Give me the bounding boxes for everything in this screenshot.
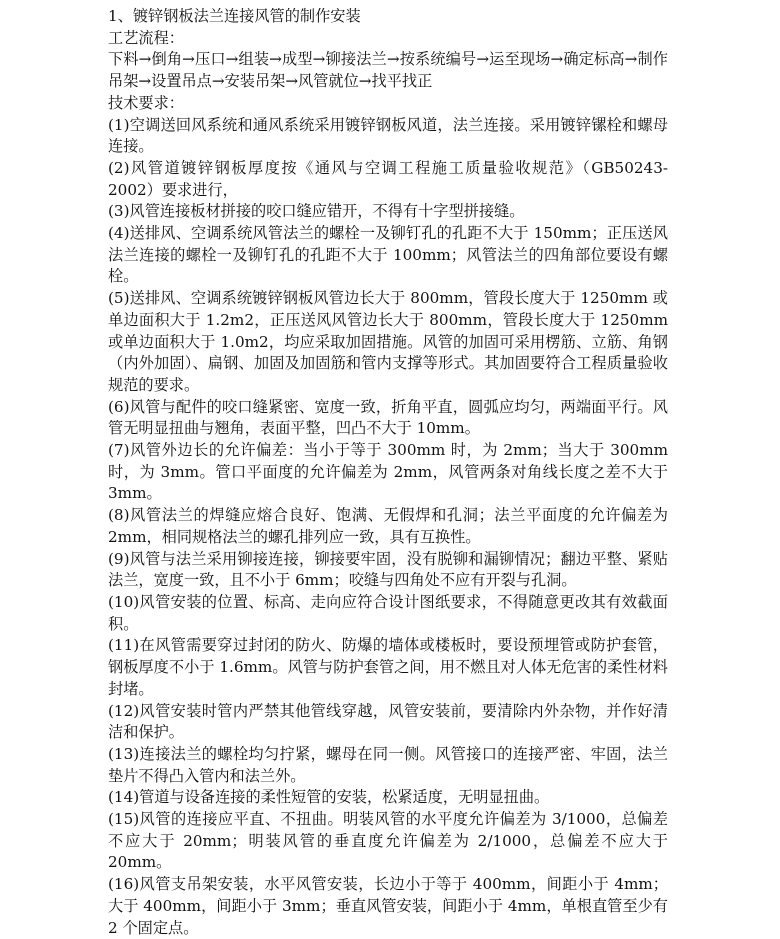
requirement-item: (9)风管与法兰采用铆接连接，铆接要牢固，没有脱铆和漏铆情况；翻边平整、紧贴法兰，宽度一致，且不小于 6mm；咬缝与四角处不应有开裂与孔洞。 xyxy=(108,549,668,590)
requirement-item: (4)送排风、空调系统风管法兰的螺栓一及铆钉孔的孔距不大于 150mm；正压送风法兰连接的螺栓一及铆钉孔的孔距不大于 100mm；风管法兰的四角部位要设有螺栓。 xyxy=(108,224,668,286)
requirement-item: (1)空调送回风系统和通风系统采用镀锌钢板风道，法兰连接。采用镀锌镙栓和螺母连接。 xyxy=(108,115,668,156)
requirement-item: (12)风管安装时管内严禁其他管线穿越，风管安装前，要清除内外杂物，并作好清洁和保护。 xyxy=(108,701,668,742)
requirement-item: (15)风管的连接应平直、不扭曲。明装风管的水平度允许偏差为 3/1000，总偏差不应大于 20mm；明装风管的垂直度允许偏差为 2/1000，总偏差不应大于 20mm。 xyxy=(108,810,668,872)
section-title: 1、镀锌钢板法兰连接风管的制作安装 xyxy=(108,7,361,25)
process-flow: 下料→倒角→压口→组装→成型→铆接法兰→按系统编号→运至现场→确定标高→制作吊架→设置吊点→安装吊架→风管就位→找平找正 xyxy=(108,50,668,91)
process-heading: 工艺流程： xyxy=(108,28,184,47)
requirement-item: (13)连接法兰的螺栓均匀拧紧，螺母在同一侧。风管接口的连接严密、牢固，法兰垫片不得凸入管内和法兰外。 xyxy=(108,744,668,785)
requirement-item: (8)风管法兰的焊缝应熔合良好、饱满、无假焊和孔洞；法兰平面度的允许偏差为 2mm，相同规格法兰的螺孔排列应一致，具有互换性。 xyxy=(108,506,668,546)
requirement-item: (3)风管连接板材拼接的咬口缝应错开，不得有十字型拼接缝。 xyxy=(108,202,525,221)
document-body xyxy=(108,6,668,939)
requirement-item: (11)在风管需要穿过封闭的防火、防爆的墙体或楼板时，要设预埋管或防护套管，钢板厚度不小于 1.6mm。风管与防护套管之间，用不燃且对人体无危害的柔性材料封堵。 xyxy=(108,636,668,698)
requirements-heading: 技术要求： xyxy=(108,93,184,112)
requirement-item: (5)送排风、空调系统镀锌钢板风管边长大于 800mm，管段长度大于 1250mm 或单边面积大于 1.2m2，正压送风风管边长大于 800mm，管段长度大于 1250mm 或单边面积大于 1.0m2，均应采取加固措施。风管的加固可采用楞筋、立筋、角钢（内外加固）、扁钢、加固及加固筋和管内支撑等形式。其加固要符合工程质量验收规范的要求。 xyxy=(108,289,668,394)
requirement-item: (6)风管与配件的咬口缝紧密、宽度一致，折角平直，圆弧应均匀，两端面平行。风管无明显扭曲与翘角，表面平整，凹凸不大于 10mm。 xyxy=(108,397,668,438)
requirement-item: (16)风管支吊架安装，水平风管安装，长边小于等于 400mm，间距小于 4mm；大于 400mm，间距小于 3mm；垂直风管安装，间距小于 4mm，单根直管至少有 2 个固定点。 xyxy=(108,875,668,937)
requirement-item: (7)风管外边长的允许偏差：当小于等于 300mm 时，为 2mm；当大于 300mm 时，为 3mm。管口平面度的允许偏差为 2mm，风管两条对角线长度之差不大于 3mm。 xyxy=(108,441,668,503)
requirement-item: (2)风管道镀锌钢板厚度按《通风与空调工程施工质量验收规范》（GB50243-2002）要求进行， xyxy=(108,158,668,199)
requirement-item: (10)风管安装的位置、标高、走向应符合设计图纸要求，不得随意更改其有效截面积。 xyxy=(108,592,668,633)
requirement-item: (14)管道与设备连接的柔性短管的安装，松紧适度，无明显扭曲。 xyxy=(108,788,550,807)
